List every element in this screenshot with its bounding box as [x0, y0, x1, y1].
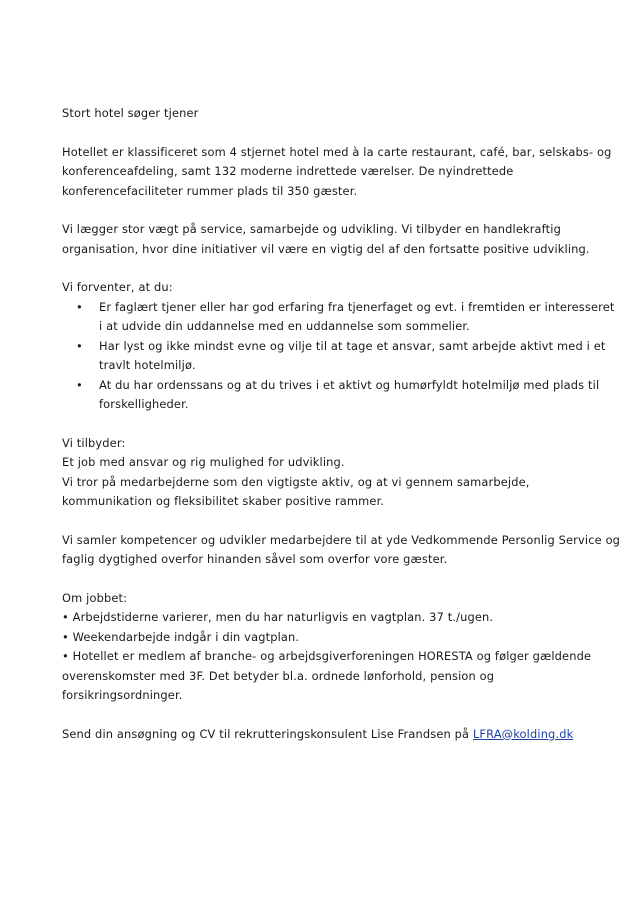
bullet-icon: •	[76, 299, 83, 314]
list-item	[62, 376, 600, 415]
text-line: Er faglært tjener eller har god erfaring fra tjenerfaget og evt. i fremtiden er interesseret	[99, 299, 615, 314]
offer-heading: Vi tilbyder:	[62, 435, 126, 450]
values-paragraph	[62, 220, 590, 259]
text-line: Har lyst og ikke mindst evne og vilje til at tage et ansvar, samt arbejde aktivt med i et	[99, 338, 606, 353]
apply-line	[62, 725, 582, 745]
text-line: konferencefaciliteter rummer plads til 350 gæster.	[62, 183, 358, 198]
text-line: kommunikation og fleksibilitet skaber positive rammer.	[62, 494, 385, 508]
text-line: i at udvide din uddannelse med en uddannelse som sommelier.	[99, 319, 470, 333]
text-line: forsikringsordninger.	[62, 688, 183, 702]
intro-paragraph	[62, 143, 612, 202]
bullet-icon: •	[76, 338, 83, 353]
expectations-list	[62, 298, 615, 415]
expectations-heading: Vi forventer, at du:	[62, 280, 173, 294]
list-item	[62, 337, 606, 376]
expectations-section	[62, 278, 615, 415]
text-line: Et job med ansvar og rig mulighed for udvikling.	[62, 455, 345, 469]
text-line: Hotellet er klassificeret som 4 stjernet hotel med à la carte restaurant, café, bar, selskabs- og	[62, 144, 612, 159]
text-line: • Hotellet er medlem af branche- og arbejdsgiverforeningen HORESTA og følger gældende	[62, 649, 592, 663]
text-line: konferenceafdeling, samt 132 moderne indrettede værelser. De nyindrettede	[62, 164, 514, 178]
text-line: • Weekendarbejde indgår i din vagtplan.	[62, 629, 300, 644]
list-item	[62, 298, 615, 337]
text-line: Vi lægger stor vægt på service, samarbejde og udvikling. Vi tilbyder en handlekraftig	[62, 222, 561, 236]
competence-paragraph	[62, 531, 621, 570]
text-line: Vi tror på medarbejderne som den vigtigste aktiv, og at vi gennem samarbejde,	[62, 474, 530, 489]
job-paragraph	[62, 589, 592, 706]
job-heading: Om jobbet:	[62, 590, 128, 605]
bullet-icon: •	[76, 377, 83, 392]
text-line: forskelligheder.	[99, 397, 189, 411]
document-title	[62, 104, 582, 124]
text-line: travlt hotelmiljø.	[99, 358, 196, 372]
offer-paragraph	[62, 434, 582, 512]
text-line: • Arbejdstiderne varierer, men du har naturligvis en vagtplan. 37 t./ugen.	[62, 610, 494, 624]
apply-text: Send din ansøgning og CV til rekrutteringskonsulent Lise Frandsen på	[62, 726, 473, 741]
text-line: At du har ordenssans og at du trives i et aktivt og humørfyldt hotelmiljø med plads til	[99, 377, 600, 392]
text-line: Vi samler kompetencer og udvikler medarbejdere til at yde Vedkommende Personlig Service og	[62, 532, 621, 547]
title-line: Stort hotel søger tjener	[62, 106, 199, 120]
email-link[interactable]: LFRA@kolding.dk	[472, 726, 574, 741]
text-line: organisation, hvor dine initiativer vil være en vigtig del af den fortsatte positive udvikling.	[62, 241, 590, 256]
apply-paragraph	[62, 725, 582, 745]
document-body	[62, 104, 621, 763]
text-line: overenskomster med 3F. Det betyder bl.a. ordnede lønforhold, pension og	[62, 668, 495, 683]
text-line: faglig dygtighed overfor hinanden såvel som overfor vore gæster.	[62, 552, 448, 566]
